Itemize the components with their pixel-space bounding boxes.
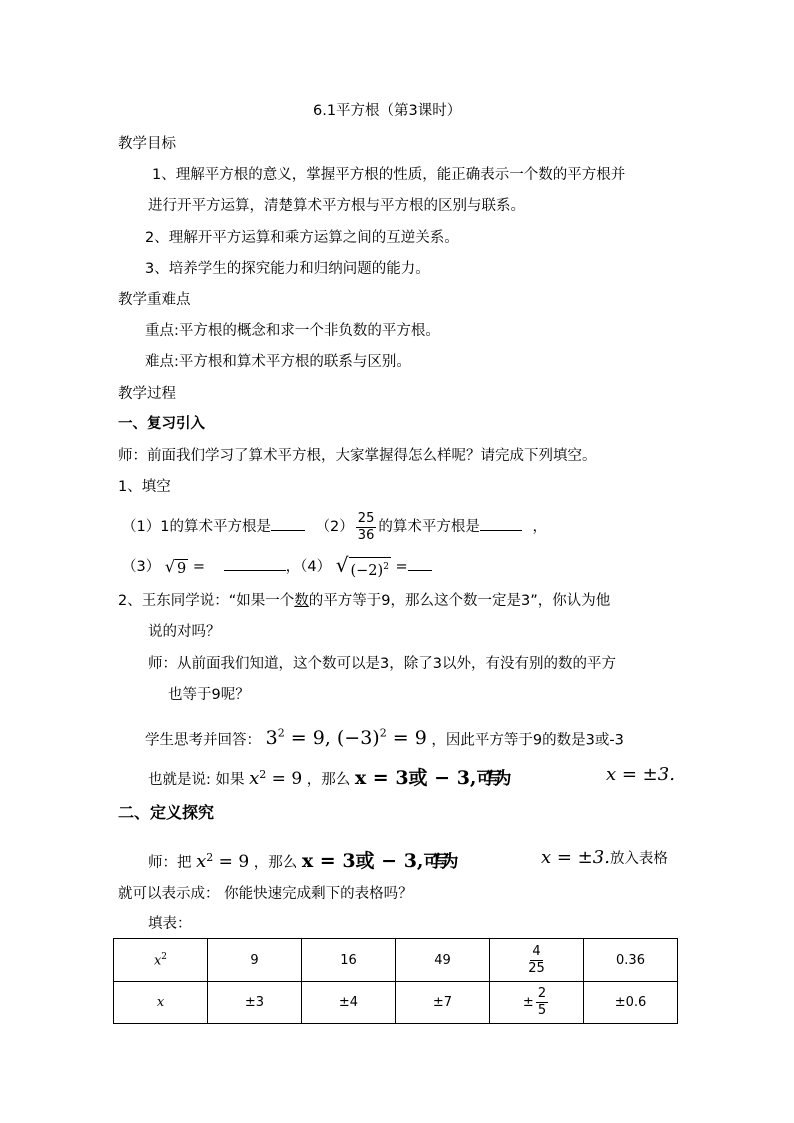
q4-blank: [408, 556, 432, 571]
table-row: [114, 939, 678, 982]
also-then: ，那么: [306, 771, 351, 788]
q3-prefix: （3）: [122, 559, 161, 575]
square-root-table: [113, 938, 678, 1024]
table-row: [114, 982, 678, 1024]
table-cell: [114, 939, 208, 982]
q2-suffix: 的算术平方根是: [378, 519, 480, 535]
fill-heading: 1、填空: [118, 479, 171, 495]
item2-post: 的平方等于9，那么这个数一定是3”，你认为他: [308, 593, 611, 609]
frac-den: 25: [528, 960, 545, 976]
also-said: [148, 760, 504, 790]
also-eq9: = 9: [266, 768, 303, 789]
frac-num: 4: [532, 943, 541, 959]
plus-minus: ±: [522, 995, 534, 1010]
q3-blank: [224, 556, 286, 571]
frac-num: 25: [357, 510, 375, 526]
q1-text: （1）1的算术平方根是: [122, 519, 271, 535]
item-2-line-2: 说的对吗？: [148, 624, 221, 640]
fraction-25-36: [356, 511, 377, 544]
table-cell: 49: [396, 939, 490, 982]
frac-num: 2: [537, 986, 547, 1001]
table-cell: ±7: [396, 982, 490, 1024]
process-heading: 教学过程: [118, 386, 176, 402]
also-x: x: [249, 767, 260, 789]
t3-x: x: [196, 850, 207, 872]
difficult-point: 难点:平方根和算术平方根的联系与区别。: [145, 354, 411, 370]
table-cell: [490, 982, 584, 1024]
t3-result: x = 3或 − 3,: [301, 849, 424, 872]
key-point: 重点:平方根的概念和求一个非负数的平方根。: [145, 323, 440, 339]
key-heading: 教学重难点: [118, 292, 191, 308]
q2-blank: [480, 516, 522, 531]
t3-pm: x = ±3.: [541, 847, 610, 868]
sqrt-9: √ 9: [164, 556, 187, 577]
row2-head-x: x: [156, 995, 165, 1010]
page-title: 6.1平方根（第3课时）: [313, 103, 462, 119]
t3-eq9: = 9: [213, 851, 250, 872]
math-exp-1: 2: [277, 727, 285, 740]
goal-1-line-2: 进行开平方运算，清楚算术平方根与平方根的区别与联系。: [148, 198, 525, 214]
part2-heading: 二、定义探究: [118, 803, 215, 822]
row1-head-x: x: [153, 953, 162, 969]
t3-pre: 师：把: [148, 854, 192, 871]
goal-3: 3、培养学生的探究能力和归纳问题的能力。: [145, 261, 430, 277]
fill-table-label: 填表：: [148, 916, 192, 932]
fraction-4-25: [526, 944, 547, 977]
teacher-2-line-1: 师：从前面我们知道，这个数可以是3，除了3以外，有没有别的数的平方: [148, 656, 616, 672]
q3-sep: ，（4）: [285, 559, 332, 575]
also-pre: 也就是说: 如果: [148, 771, 245, 788]
q1-blank: [271, 516, 305, 531]
student-math: [266, 727, 427, 749]
teacher-3-line-1: [148, 843, 451, 873]
table-cell: ±4: [302, 982, 396, 1024]
teacher-3-line-2: 就可以表示成： 你能快速完成剩下的表格吗？: [118, 886, 413, 902]
question-1-2: [122, 510, 547, 544]
t3-then: ，那么: [253, 854, 298, 871]
t3-post: 放入表格: [609, 851, 668, 867]
part1-heading: 一、复习引入: [118, 416, 205, 432]
item-2-line-1: [118, 591, 610, 611]
math-exp-2: 2: [379, 727, 387, 740]
frac-den: 36: [357, 527, 375, 543]
table-cell: 9: [208, 939, 302, 982]
table-cell: 0.36: [584, 939, 678, 982]
also-pm: x = ±3.: [606, 764, 675, 785]
sqrt-neg2-squared: √ $(-2)^2$: [335, 552, 389, 579]
goals-heading: 教学目标: [118, 136, 176, 152]
math-3: 3: [265, 727, 278, 750]
radicand-neg2: (−2): [350, 562, 384, 579]
also-overlap-text: 可写为: [476, 768, 504, 789]
item2-pre: 2、王东同学说：“如果一个: [118, 593, 295, 609]
question-3-4: [122, 553, 432, 581]
goal-2: 2、理解开平方运算和乘方运算之间的互逆关系。: [145, 230, 459, 246]
teacher-intro: 师：前面我们学习了算术平方根，大家掌握得怎么样呢？请完成下列填空。: [118, 448, 597, 464]
also-result: x = 3或 − 3,: [354, 766, 477, 789]
teacher-3-pm: [541, 843, 668, 873]
student-pre: 学生思考并回答：: [145, 732, 261, 749]
row1-head-exp: 2: [161, 951, 168, 962]
frac-den: 5: [537, 1003, 547, 1018]
table-cell: [490, 939, 584, 982]
q4-eq: =: [395, 559, 408, 575]
table-cell: ±0.6: [584, 982, 678, 1024]
also-exp: 2: [259, 768, 267, 781]
math-part-2: = 9, (−3): [284, 727, 380, 750]
t3-overlap-text: 可写为: [423, 851, 451, 872]
teacher-2-line-2: 也等于9呢？: [168, 687, 250, 703]
item2-underlined: 数: [294, 593, 309, 609]
table-cell: ±3: [208, 982, 302, 1024]
table-cell: 16: [302, 939, 396, 982]
table-cell: [114, 982, 208, 1024]
goal-1-line-1: 1、理解平方根的意义，掌握平方根的性质，能正确表示一个数的平方根并: [152, 167, 626, 183]
fraction-2-5: [536, 986, 548, 1019]
t3-exp: 2: [206, 851, 214, 864]
student-answer: [145, 719, 624, 749]
radicand-exp: 2: [383, 561, 389, 572]
radicand-9: 9: [177, 560, 187, 577]
q2-prefix: （2）: [315, 519, 354, 535]
q3-eq: =: [192, 559, 206, 575]
math-part-3: = 9: [386, 727, 427, 750]
q2-end: ，: [532, 519, 547, 535]
student-post: ，因此平方等于9的数是3或-3: [431, 732, 624, 749]
